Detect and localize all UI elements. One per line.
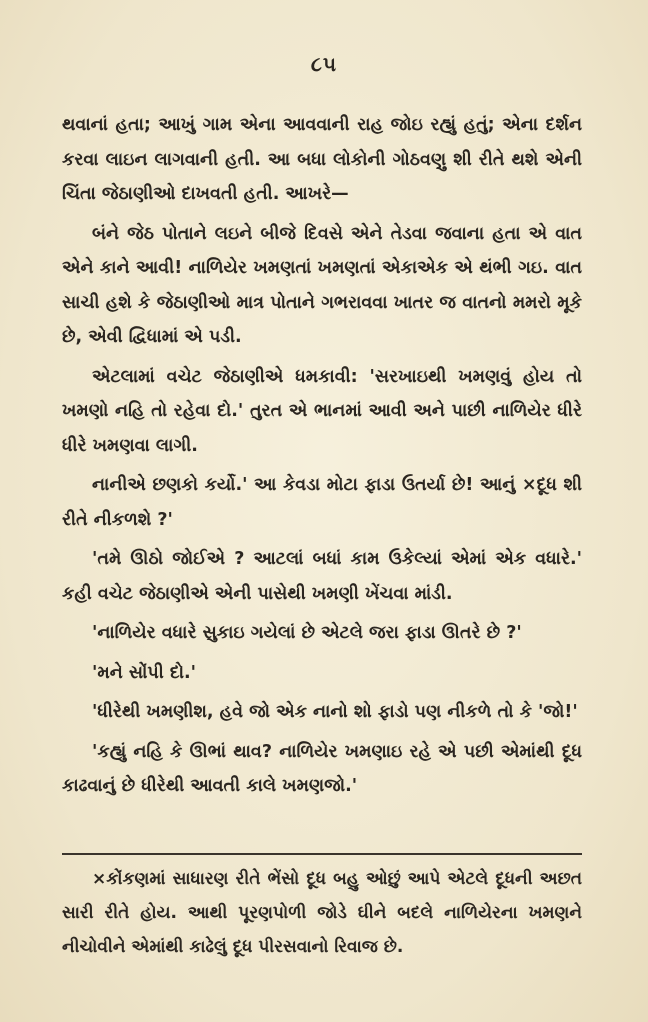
- paragraph-1: થવાનાં હતા; આખું ગામ એના આવવાની રાહ જોઇ રહ્યું હતું; એના દર્શન કરવા લાઇન લાગવાની હતી. આ બધા લોકોની ગોઠવણુ શી રીતે થશે એની ચિંતા જેઠાણીઓ દાખવતી હતી. આખરે—: [62, 115, 582, 204]
- footnote: ×કોંકણમાં સાધારણ રીતે ભેંસો દૂધ બહુ ઓછું આપે એટલે દૂધની અછત સારી રીતે હોય. આથી પૂરણપોળી જોડે ઘીને બદલે નાળિયેરના ખમણને નીચોવીને એમાંથી કાઢેલું દૂધ પીરસવાનો રિવાજ છે.: [62, 869, 582, 957]
- main-text: [62, 108, 582, 804]
- paragraph-2: બંને જેઠ પોતાને લઇને બીજે દિવસે એને તેડવા જવાના હતા એ વાત એને કાને આવી! નાળિયેર ખમણતાં ખમણતાં એકાએક એ થંભી ગઇ. વાત સાચી હશે કે જેઠાણીઓ માત્ર પોતાને ગભરાવવા ખાતર જ વાતનો મમરો મૂકે છે, એવી દ્વિધામાં એ પડી.: [62, 223, 582, 347]
- paragraph-3: એટલામાં વચેટ જેઠાણીએ ધમકાવી: 'સરખાઇથી ખમણવું હોય તો ખમણો નહિ તો રહેવા દો.' તુરત એ ભાનમાં આવી અને પાછી નાળિયેર ધીરે ધીરે ખમણવા લાગી.: [62, 366, 582, 456]
- footnote-divider: [62, 853, 582, 855]
- paragraph-5: 'તમે ઊઠો જોઈએ ? આટલાં બધાં કામ ઉકેલ્યાં એમાં એક વધારે.' કહી વચેટ જેઠાણીએ એની પાસેથી ખમણી ખેંચવા માંડી.: [62, 549, 582, 604]
- paragraph-6: 'નાળિયેર વધારે સુકાઇ ગયેલાં છે એટલે જરા ફાડા ઊતરે છે ?': [92, 623, 522, 643]
- paragraph-7: 'મને સોંપી દો.': [92, 662, 197, 683]
- paragraph-8: 'ધીરેથી ખમણીશ, હવે જો એક નાનો શો ફાડો પણ નીકળે તો કે 'જો!': [92, 702, 578, 722]
- page-number: ૮૫: [310, 52, 338, 76]
- paragraph-9: 'કહ્યું નહિ કે ઊભાં થાવ? નાળિયેર ખમણાઇ રહે એ પછી એમાંથી દૂધ કાઢવાનું છે ધીરેથી આવતી કાલે ખમણજો.': [62, 741, 582, 796]
- paragraph-4: નાનીએ છણકો કર્યો.' આ કેવડા મોટા ફાડા ઉતર્યા છે! આનું ×દૂધ શી રીતે નીકળશે ?': [62, 475, 582, 530]
